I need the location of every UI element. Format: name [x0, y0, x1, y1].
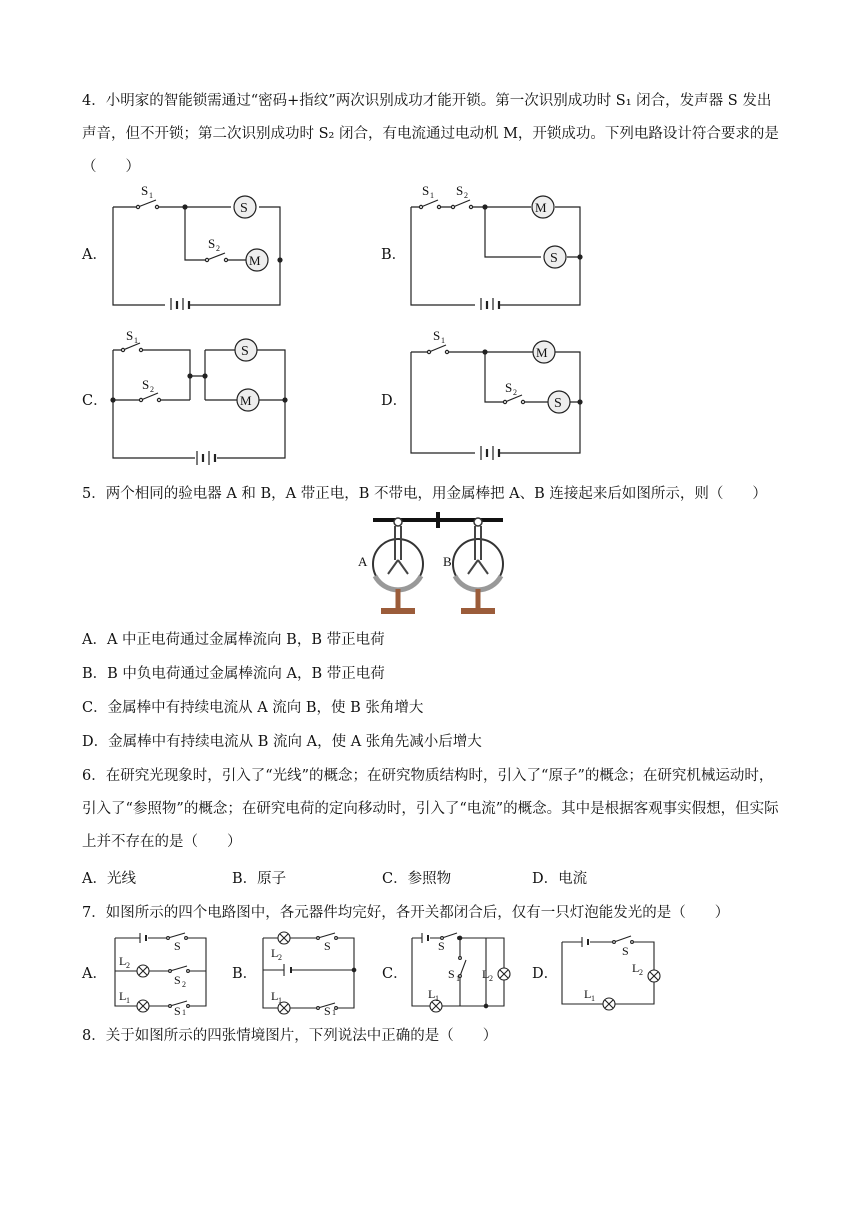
q5-choice-c[interactable]: C．金属棒中有持续电流从 A 流向 B，使 B 张角增大 — [82, 700, 424, 716]
svg-text:S: S — [174, 973, 181, 987]
svg-text:S: S — [174, 939, 181, 953]
svg-text:2: 2 — [278, 953, 282, 962]
svg-text:M: M — [240, 393, 252, 408]
svg-text:S: S — [241, 344, 249, 359]
q7-option-a-label[interactable]: A． — [82, 966, 107, 982]
svg-text:M: M — [535, 200, 547, 215]
svg-text:2: 2 — [464, 191, 468, 200]
buzzer-label: S — [240, 201, 248, 216]
svg-text:2: 2 — [639, 968, 643, 977]
svg-text:1: 1 — [430, 191, 434, 200]
svg-text:2: 2 — [513, 388, 517, 397]
q6-choice-a[interactable]: A．光线 — [82, 871, 136, 887]
svg-text:L: L — [271, 989, 279, 1003]
svg-text:2: 2 — [182, 980, 186, 989]
q5-choice-a[interactable]: A．A 中正电荷通过金属棒流向 B，B 带正电荷 — [82, 632, 385, 648]
svg-text:M: M — [536, 345, 548, 360]
q5-stem: 5．两个相同的验电器 A 和 B，A 带正电，B 不带电，用金属棒把 A、B 连接起来后如图所示，则（ ） — [82, 486, 767, 502]
q4-circuit-c — [105, 330, 295, 470]
q4-option-a-label[interactable]: A． — [82, 247, 107, 263]
svg-text:1: 1 — [149, 191, 153, 200]
svg-text:S: S — [174, 1004, 181, 1015]
svg-text:S: S — [622, 944, 629, 958]
svg-text:S: S — [142, 377, 150, 392]
svg-text:S: S — [456, 185, 464, 198]
svg-text:L: L — [271, 946, 279, 960]
svg-text:2: 2 — [489, 974, 493, 983]
q6-choice-d[interactable]: D．电流 — [532, 871, 588, 887]
svg-text:L: L — [482, 967, 490, 981]
q4-circuit-a — [105, 185, 295, 310]
svg-text:L: L — [428, 987, 436, 1001]
q7-option-c-label[interactable]: C． — [382, 966, 408, 982]
svg-text:S: S — [550, 251, 558, 266]
q4-circuit-d — [405, 330, 595, 470]
svg-text:1: 1 — [591, 994, 595, 1003]
svg-text:1: 1 — [441, 336, 445, 345]
q7-stem: 7．如图所示的四个电路图中，各元器件均完好，各开关都闭合后，仅有一只灯泡能发光的是（ ） — [82, 905, 730, 921]
electroscope-b-label: B — [443, 554, 452, 569]
svg-text:1: 1 — [435, 994, 439, 1003]
svg-text:S: S — [324, 939, 331, 953]
svg-text:S: S — [141, 185, 149, 198]
q7-circuit-b — [258, 930, 363, 1015]
svg-text:S: S — [208, 236, 216, 251]
svg-text:1: 1 — [182, 1008, 186, 1015]
q6-choice-c[interactable]: C．参照物 — [382, 871, 452, 887]
svg-text:L: L — [119, 989, 127, 1003]
svg-text:1: 1 — [126, 996, 130, 1005]
motor-label: M — [249, 253, 261, 268]
svg-text:1: 1 — [278, 996, 282, 1005]
svg-text:1: 1 — [332, 1008, 336, 1015]
svg-text:2: 2 — [216, 244, 220, 253]
q7-circuit-d — [558, 930, 663, 1015]
electroscope-figure — [348, 510, 523, 620]
svg-text:S: S — [505, 380, 513, 395]
electroscope-a-label: A — [358, 554, 368, 569]
svg-text:L: L — [119, 954, 127, 968]
q4-option-d-label[interactable]: D． — [381, 393, 408, 409]
svg-text:2: 2 — [150, 385, 154, 394]
q6-choice-b[interactable]: B．原子 — [232, 871, 287, 887]
q7-option-b-label[interactable]: B． — [232, 966, 258, 982]
svg-text:S: S — [324, 1004, 331, 1015]
svg-text:S: S — [433, 330, 441, 343]
svg-text:S: S — [554, 396, 562, 411]
q7-circuit-c — [408, 930, 513, 1015]
q5-choice-d[interactable]: D．金属棒中有持续电流从 B 流向 A，使 A 张角先减小后增大 — [82, 734, 482, 750]
svg-text:S: S — [126, 330, 134, 343]
q4-stem: 4．小明家的智能锁需通过“密码+指纹”两次识别成功才能开锁。第一次识别成功时 S₁ 闭合，发声器 S 发出声音，但不开锁；第二次识别成功时 S₂ 闭合，有电流通过电动机 M，开锁成功。下列电路设计符合要求的是（ ） — [82, 93, 779, 175]
q7-option-d-label[interactable]: D． — [532, 966, 559, 982]
svg-text:S: S — [448, 967, 455, 981]
q7-circuit-a — [110, 930, 215, 1015]
q5-choice-b[interactable]: B．B 中负电荷通过金属棒流向 A，B 带正电荷 — [82, 666, 385, 682]
svg-text:S: S — [438, 939, 445, 953]
q8-stem: 8．关于如图所示的四张情境图片，下列说法中正确的是（ ） — [82, 1028, 498, 1044]
svg-text:S: S — [422, 185, 430, 198]
svg-text:1: 1 — [134, 336, 138, 345]
svg-text:2: 2 — [126, 961, 130, 970]
q4-circuit-b — [405, 185, 595, 310]
q6-stem: 6．在研究光现象时，引入了“光线”的概念；在研究物质结构时，引入了“原子”的概念；在研究机械运动时，引入了“参照物”的概念；在研究电荷的定向移动时，引入了“电流”的概念。其中是根据客观事实假想，但实际上并不存在的是（ ） — [82, 768, 779, 850]
q4-option-b-label[interactable]: B． — [381, 247, 407, 263]
q4-option-c-label[interactable]: C． — [82, 393, 108, 409]
svg-text:1: 1 — [456, 974, 460, 983]
svg-text:L: L — [632, 961, 640, 975]
svg-text:L: L — [584, 987, 592, 1001]
